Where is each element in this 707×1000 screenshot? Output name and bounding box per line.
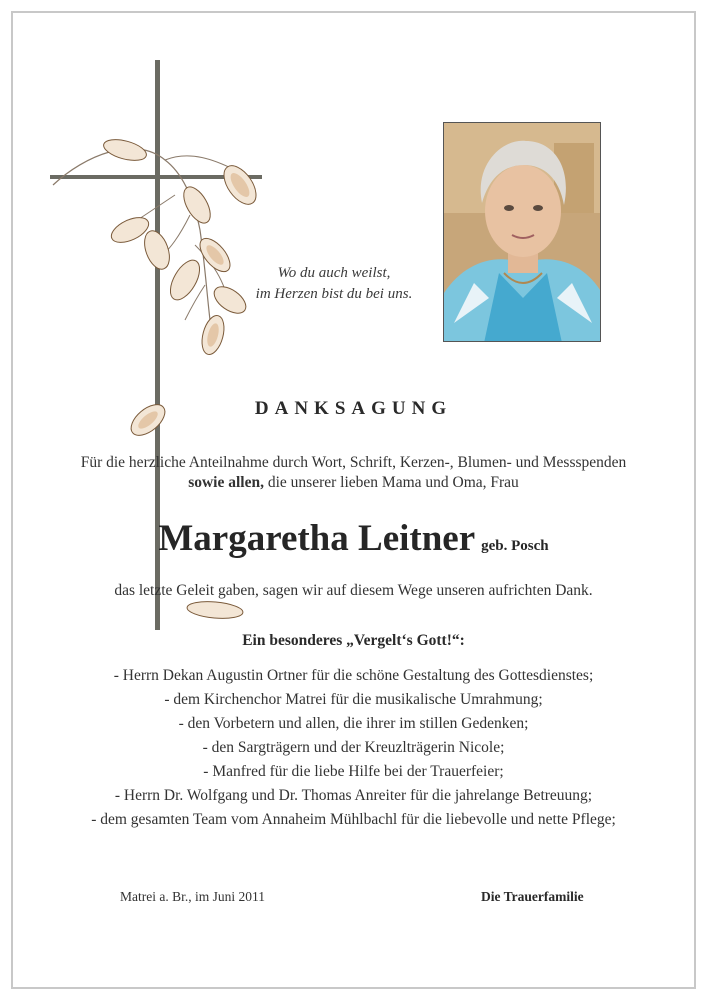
thanks-item: - Herrn Dr. Wolfgang und Dr. Thomas Anreiter für die jahrelange Betreuung; bbox=[114, 787, 593, 804]
page-title: DANKSAGUNG bbox=[254, 398, 453, 419]
memorial-quote bbox=[220, 263, 448, 305]
intro-text-bold: sowie allen, bbox=[188, 474, 264, 491]
deceased-birth-name: geb. Posch bbox=[481, 538, 549, 554]
leaf bbox=[140, 227, 174, 272]
leaf bbox=[186, 600, 243, 621]
place-and-date: Matrei a. Br., im Juni 2011 bbox=[120, 889, 265, 904]
leaf bbox=[178, 183, 215, 228]
portrait-photo bbox=[443, 122, 601, 342]
portrait-image bbox=[444, 123, 601, 342]
thanks-item: - dem Kirchenchor Matrei für die musikalische Umrahmung; bbox=[164, 691, 543, 708]
thanks-item: - Herrn Dekan Augustin Ortner für die schöne Gestaltung des Gottesdienstes; bbox=[113, 667, 594, 684]
thanks-item: - den Vorbetern und allen, die ihrer im stillen Gedenken; bbox=[178, 715, 529, 732]
thanks-list bbox=[0, 664, 707, 832]
leaf bbox=[164, 255, 205, 304]
intro-text-part1: Für die herzliche Anteilnahme durch Wort, Schrift, Kerzen-, Blumen- und Messspenden bbox=[80, 454, 627, 471]
intro-text-part2: die unserer lieben Mama und Oma, Frau bbox=[267, 474, 519, 491]
thanks-item: - den Sargträgern und der Kreuzlträgerin Nicole; bbox=[202, 739, 505, 756]
deceased-name-line bbox=[0, 517, 707, 560]
quote-line-1: Wo du auch weilst, bbox=[277, 265, 391, 281]
signature: Die Trauerfamilie bbox=[481, 889, 584, 904]
thanks-heading: Ein besonderes „Vergelt‘s Gott!“: bbox=[242, 632, 465, 649]
closing-sentence: das letzte Geleit gaben, sagen wir auf diesem Wege unseren aufrichten Dank. bbox=[114, 582, 593, 599]
branch-twig bbox=[165, 156, 235, 170]
thanks-item: - dem gesamten Team vom Annaheim Mühlbachl für die liebevolle und nette Pflege; bbox=[91, 811, 616, 828]
intro-paragraph bbox=[80, 453, 627, 493]
deceased-name: Margaretha Leitner bbox=[158, 518, 476, 559]
thanks-item: - Manfred für die liebe Hilfe bei der Trauerfeier; bbox=[203, 763, 504, 780]
quote-line-2: im Herzen bist du bei uns. bbox=[255, 286, 413, 302]
leaf bbox=[101, 136, 148, 165]
